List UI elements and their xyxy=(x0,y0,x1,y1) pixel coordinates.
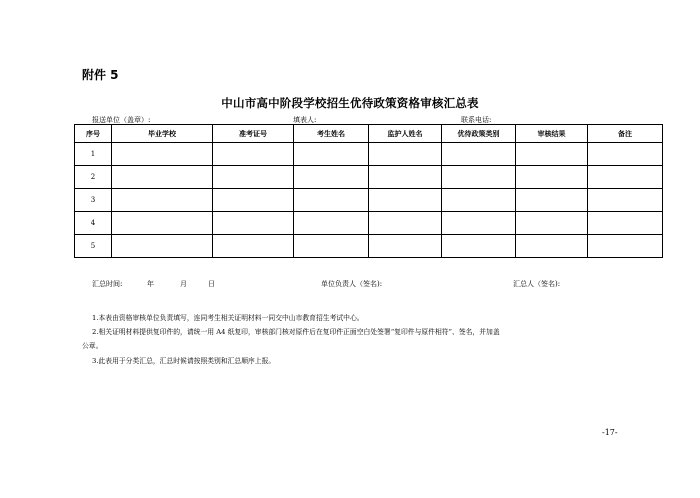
table-cell[interactable] xyxy=(369,212,442,235)
table-cell[interactable] xyxy=(294,235,369,258)
month-label: 月 xyxy=(180,280,187,288)
table-row xyxy=(75,143,663,166)
table-cell[interactable] xyxy=(369,235,442,258)
table-cell[interactable] xyxy=(442,143,516,166)
table-cell[interactable] xyxy=(442,212,516,235)
column-header-school: 毕业学校 xyxy=(112,125,213,143)
year-label: 年 xyxy=(147,280,154,288)
table-cell[interactable] xyxy=(516,235,588,258)
table-row xyxy=(75,189,663,212)
table-cell[interactable] xyxy=(588,143,663,166)
table-cell[interactable] xyxy=(588,166,663,189)
table-cell[interactable] xyxy=(112,212,213,235)
table-row xyxy=(75,235,663,258)
column-header-guardian-name: 监护人姓名 xyxy=(369,125,442,143)
column-header-policy-category: 优待政策类别 xyxy=(442,125,516,143)
table-cell[interactable] xyxy=(213,143,294,166)
column-header-exam-id: 准考证号 xyxy=(213,125,294,143)
note-2: 2.相关证明材料提供复印件的，请统一用 A4 纸复印，审核部门核对原件后在复印件正面空白处签署“复印件与原件相符”、签名，并加盖 xyxy=(92,328,500,336)
table-cell[interactable] xyxy=(294,212,369,235)
note-1: 1.本表由资格审核单位负责填写，连同考生相关证明材料一同交中山市教育招生考试中心。 xyxy=(92,314,364,322)
row-number: 2 xyxy=(75,166,112,189)
table-cell[interactable] xyxy=(516,166,588,189)
table-cell[interactable] xyxy=(112,189,213,212)
table-cell[interactable] xyxy=(294,189,369,212)
table-cell[interactable] xyxy=(112,235,213,258)
column-header-review-result: 审核结果 xyxy=(516,125,588,143)
table-cell[interactable] xyxy=(588,212,663,235)
table-cell[interactable] xyxy=(112,143,213,166)
table-cell[interactable] xyxy=(516,212,588,235)
table-cell[interactable] xyxy=(516,143,588,166)
table-cell[interactable] xyxy=(588,189,663,212)
table-cell[interactable] xyxy=(369,166,442,189)
column-header-no: 序号 xyxy=(75,125,112,143)
summary-time-label: 汇总时间: xyxy=(92,280,123,288)
attachment-label: 附件 5 xyxy=(82,68,119,82)
column-header-student-name: 考生姓名 xyxy=(294,125,369,143)
table-cell[interactable] xyxy=(213,189,294,212)
filler-label: 填表人: xyxy=(293,116,317,124)
summary-table xyxy=(74,124,663,258)
table-row xyxy=(75,212,663,235)
note-3: 3.此表用于分类汇总，汇总时候请按照类别和汇总顺序上报。 xyxy=(92,357,276,365)
table-cell[interactable] xyxy=(213,212,294,235)
report-unit-label: 报送单位（盖章）: xyxy=(92,116,151,124)
row-number: 3 xyxy=(75,189,112,212)
table-cell[interactable] xyxy=(442,189,516,212)
table-cell[interactable] xyxy=(294,143,369,166)
table-cell[interactable] xyxy=(213,166,294,189)
page-number: -17- xyxy=(602,428,618,437)
day-label: 日 xyxy=(208,280,215,288)
table-cell[interactable] xyxy=(442,166,516,189)
page-title: 中山市高中阶段学校招生优待政策资格审核汇总表 xyxy=(221,96,479,110)
table-header-row xyxy=(75,125,663,143)
table-cell[interactable] xyxy=(369,143,442,166)
row-number: 5 xyxy=(75,235,112,258)
table-cell[interactable] xyxy=(213,235,294,258)
note-2-continuation: 公章。 xyxy=(82,342,103,350)
unit-responsible-signature-label: 单位负责人（签名): xyxy=(321,280,383,288)
row-number: 4 xyxy=(75,212,112,235)
contact-phone-label: 联系电话: xyxy=(461,116,492,124)
table-cell[interactable] xyxy=(516,189,588,212)
table-cell[interactable] xyxy=(294,166,369,189)
column-header-remarks: 备注 xyxy=(588,125,663,143)
summarizer-signature-label: 汇总人（签名): xyxy=(513,280,561,288)
table-row xyxy=(75,166,663,189)
table-cell[interactable] xyxy=(112,166,213,189)
table-cell[interactable] xyxy=(588,235,663,258)
row-number: 1 xyxy=(75,143,112,166)
table-cell[interactable] xyxy=(442,235,516,258)
table-cell[interactable] xyxy=(369,189,442,212)
